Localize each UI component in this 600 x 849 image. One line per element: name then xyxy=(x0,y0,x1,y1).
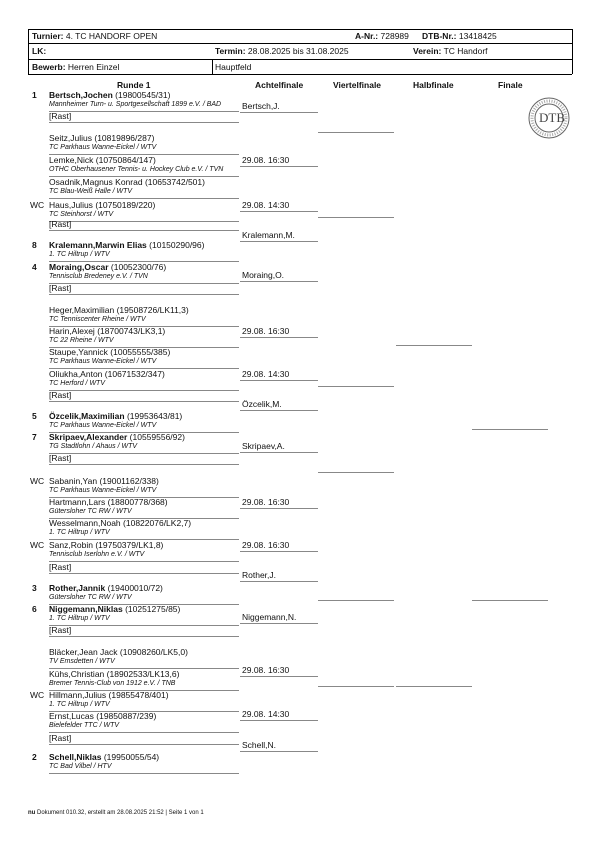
header-top-border xyxy=(28,29,572,30)
player-name: Hillmann,Julius xyxy=(49,690,107,700)
r16-result: 29.08. 16:30 xyxy=(242,155,290,165)
player-line xyxy=(49,432,185,442)
player-id: (10150290/96) xyxy=(149,240,205,250)
player-line xyxy=(49,369,165,379)
entry-line xyxy=(49,198,239,199)
player-line xyxy=(49,562,71,572)
player-line xyxy=(49,283,71,293)
player-club: 1. TC Hiltrup / WTV xyxy=(49,615,110,622)
r16-result: 29.08. 16:30 xyxy=(242,665,290,675)
player-club: Tennisclub Iserlohn e.V. / WTV xyxy=(49,551,145,558)
player-id: (10908260/LK5,0) xyxy=(119,647,188,657)
player-line xyxy=(49,177,205,187)
seed-number: 5 xyxy=(32,411,37,421)
r16-result: Kralemann,M. xyxy=(242,230,295,240)
seed-number: WC xyxy=(30,540,45,550)
player-id: (19950055/54) xyxy=(103,752,160,762)
player-name: [Rast] xyxy=(49,283,72,293)
player-club: Tennisclub Bredeney e.V. / TVN xyxy=(49,273,148,280)
r16-result: Skripaev,A. xyxy=(242,441,285,451)
entry-line xyxy=(49,221,239,222)
seed-number: 4 xyxy=(32,262,37,272)
r16-line xyxy=(240,551,318,552)
player-name: Sabanin,Yan xyxy=(49,476,98,486)
player-name: Skripaev,Alexander xyxy=(49,432,128,442)
player-name: [Rast] xyxy=(49,562,72,572)
dtb-label: DTB-Nr.: xyxy=(422,31,457,41)
qf-line xyxy=(318,686,394,687)
player-line xyxy=(49,733,71,743)
player-id: (19750379/LK1,8) xyxy=(95,540,164,550)
dtb-logo xyxy=(527,96,571,140)
player-line xyxy=(49,90,170,100)
player-club: Gütersloher TC RW / WTV xyxy=(49,508,132,515)
sf-line xyxy=(396,345,472,346)
player-line xyxy=(49,497,168,507)
entry-line xyxy=(49,773,239,774)
bewerb-value: Herren Einzel xyxy=(67,62,120,72)
player-line xyxy=(49,625,71,635)
player-club: TC Parkhaus Wanne-Eickel / WTV xyxy=(49,422,157,429)
player-club: OTHC Oberhausener Tennis- u. Hockey Club e.V. / TVN xyxy=(49,166,224,173)
player-name: Schell,Niklas xyxy=(49,752,102,762)
r16-line xyxy=(240,241,318,242)
player-name: [Rast] xyxy=(49,219,72,229)
header-right-border xyxy=(572,29,573,74)
player-line xyxy=(49,583,163,593)
player-line xyxy=(49,262,166,272)
r16-result: 29.08. 14:30 xyxy=(242,709,290,719)
bewerb-field xyxy=(32,62,119,72)
column-qf: Viertelfinale xyxy=(333,80,382,90)
player-id: (19508726/LK11,3) xyxy=(116,305,189,315)
entry-line xyxy=(49,390,239,391)
footer xyxy=(28,810,204,816)
column-final: Finale xyxy=(498,80,523,90)
player-id: (10052300/76) xyxy=(110,262,167,272)
entry-line xyxy=(49,732,239,733)
entry-line xyxy=(49,122,239,123)
player-club: TC 22 Rheine / WTV xyxy=(49,337,114,344)
entry-line xyxy=(49,294,239,295)
column-round1: Runde 1 xyxy=(117,80,151,90)
anr-label: A-Nr.: xyxy=(355,31,379,41)
player-club: TC Steinhorst / WTV xyxy=(49,211,114,218)
player-name: Bläcker,Jean Jack xyxy=(49,647,118,657)
player-line xyxy=(49,133,154,143)
entry-line xyxy=(49,744,239,745)
player-id: (19800545/31) xyxy=(115,90,171,100)
qf-line xyxy=(318,386,394,387)
player-club: 1. TC Hiltrup / WTV xyxy=(49,251,110,258)
qf-line xyxy=(318,472,394,473)
player-line xyxy=(49,604,180,614)
r16-line xyxy=(240,410,318,411)
player-name: [Rast] xyxy=(49,390,72,400)
player-name: Heger,Maximilian xyxy=(49,305,115,315)
final-line xyxy=(472,600,548,601)
r16-line xyxy=(240,337,318,338)
r16-result: Schell,N. xyxy=(242,740,277,750)
player-club: TC Parkhaus Wanne-Eickel / WTV xyxy=(49,144,157,151)
r16-result: 29.08. 16:30 xyxy=(242,540,290,550)
entry-line xyxy=(49,636,239,637)
seed-number: 7 xyxy=(32,432,37,442)
verein-field xyxy=(413,46,488,56)
player-name: Wesselmann,Noah xyxy=(49,518,121,528)
header-bottom-border xyxy=(28,74,572,75)
r16-result: 29.08. 16:30 xyxy=(242,326,290,336)
r16-result: 29.08. 14:30 xyxy=(242,200,290,210)
player-id: (18800778/368) xyxy=(107,497,168,507)
r16-line xyxy=(240,720,318,721)
player-name: Ernst,Lucas xyxy=(49,711,94,721)
player-id: (10671532/347) xyxy=(104,369,165,379)
entry-line xyxy=(49,111,239,112)
anr-field xyxy=(355,31,409,41)
player-club: Mannheimer Turn- u. Sportgesellschaft 1899 e.V. / BAD xyxy=(49,101,222,108)
header-divider-2 xyxy=(28,59,572,60)
player-name: [Rast] xyxy=(49,453,72,463)
player-line xyxy=(49,411,182,421)
player-line xyxy=(49,476,159,486)
seed-number: 2 xyxy=(32,752,37,762)
column-sf: Halbfinale xyxy=(413,80,454,90)
player-name: Seitz,Julius xyxy=(49,133,92,143)
termin-label: Termin: xyxy=(215,46,246,56)
termin-value: 28.08.2025 bis 31.08.2025 xyxy=(247,46,349,56)
player-name: Haus,Julius xyxy=(49,200,93,210)
r16-result: Bertsch,J. xyxy=(242,101,280,111)
player-club: TC Parkhaus Wanne-Eickel / WTV xyxy=(49,358,157,365)
r16-line xyxy=(240,380,318,381)
entry-line xyxy=(49,230,239,231)
column-r16: Achtelfinale xyxy=(255,80,304,90)
dtb-logo-text: DTB xyxy=(539,110,565,125)
r16-result: Niggemann,N. xyxy=(242,612,297,622)
entry-line xyxy=(49,453,239,454)
verein-label: Verein: xyxy=(413,46,442,56)
player-name: Sanz,Robin xyxy=(49,540,93,550)
player-id: (10251275/85) xyxy=(125,604,181,614)
player-id: (18902533/LK13,6) xyxy=(106,669,180,679)
player-name: Rother,Jannik xyxy=(49,583,106,593)
player-club: TC Bad Vilbel / HTV xyxy=(49,763,112,770)
player-line xyxy=(49,669,179,679)
anr-value: 728989 xyxy=(380,31,409,41)
player-name: [Rast] xyxy=(49,111,72,121)
player-name: Harin,Alexej xyxy=(49,326,95,336)
r16-result: Özcelik,M. xyxy=(242,399,282,409)
lk-label: LK: xyxy=(32,46,47,56)
player-line xyxy=(49,155,156,165)
r16-result: 29.08. 14:30 xyxy=(242,369,290,379)
bewerb-label: Bewerb: xyxy=(32,62,66,72)
entry-line xyxy=(49,464,239,465)
player-line xyxy=(49,540,163,550)
r16-line xyxy=(240,281,318,282)
player-name: Bertsch,Jochen xyxy=(49,90,113,100)
r16-line xyxy=(240,508,318,509)
seed-number: 1 xyxy=(32,90,37,100)
player-id: (10750864/147) xyxy=(95,155,156,165)
termin-field xyxy=(215,46,349,56)
r16-line xyxy=(240,211,318,212)
dtb-value: 13418425 xyxy=(458,31,497,41)
dtb-field xyxy=(422,31,497,41)
seed-number: WC xyxy=(30,690,45,700)
player-line xyxy=(49,219,71,229)
player-name: Staupe,Yannick xyxy=(49,347,108,357)
player-id: (10559556/92) xyxy=(129,432,185,442)
player-line xyxy=(49,347,170,357)
player-line xyxy=(49,390,71,400)
r16-result: Moraing,O. xyxy=(242,270,285,280)
player-id: (10822076/LK2,7) xyxy=(123,518,192,528)
player-id: (19850887/239) xyxy=(96,711,157,721)
r16-line xyxy=(240,581,318,582)
r16-line xyxy=(240,623,318,624)
player-name: Osadnik,Magnus Konrad xyxy=(49,177,143,187)
player-line xyxy=(49,711,156,721)
footer-nu: nu xyxy=(28,810,36,816)
r16-line xyxy=(240,112,318,113)
player-club: 1. TC Hiltrup / WTV xyxy=(49,701,110,708)
player-club: TV Emsdetten / WTV xyxy=(49,658,115,665)
player-id: (19855478/401) xyxy=(108,690,169,700)
player-id: (19400010/72) xyxy=(107,583,163,593)
footer-text: Dokument 010.32, erstellt am 28.08.2025 21:52 | Seite 1 von 1 xyxy=(37,810,204,816)
entry-line xyxy=(49,561,239,562)
r16-line xyxy=(240,676,318,677)
r16-line xyxy=(240,751,318,752)
player-name: Kühs,Christian xyxy=(49,669,105,679)
player-club: TC Blau-Weiß Halle / WTV xyxy=(49,188,133,195)
qf-line xyxy=(318,600,394,601)
final-line xyxy=(472,429,548,430)
r16-result: Rother,J. xyxy=(242,570,277,580)
player-id: (10055555/385) xyxy=(110,347,171,357)
qf-line xyxy=(318,132,394,133)
seed-number: 8 xyxy=(32,240,37,250)
player-name: Hartmann,Lars xyxy=(49,497,106,507)
player-id: (18700743/LK3,1) xyxy=(97,326,166,336)
player-line xyxy=(49,518,191,528)
player-name: Kralemann,Marwin Elias xyxy=(49,240,147,250)
player-club: TC Parkhaus Wanne-Eickel / WTV xyxy=(49,487,157,494)
seed-number: WC xyxy=(30,476,45,486)
seed-number: 3 xyxy=(32,583,37,593)
player-name: Lemke,Nick xyxy=(49,155,94,165)
player-line xyxy=(49,111,71,121)
player-name: Niggemann,Niklas xyxy=(49,604,123,614)
r16-line xyxy=(240,166,318,167)
tournament-value: 4. TC HANDORF OPEN xyxy=(65,31,158,41)
entry-line xyxy=(49,401,239,402)
player-club: Bielefelder TTC / WTV xyxy=(49,722,120,729)
player-id: (10750189/220) xyxy=(95,200,156,210)
player-line xyxy=(49,240,204,250)
seed-number: 6 xyxy=(32,604,37,614)
player-line xyxy=(49,453,71,463)
player-club: TC Herford / WTV xyxy=(49,380,106,387)
tournament-label: Turnier: xyxy=(32,31,64,41)
bewerb-divider xyxy=(212,59,213,74)
player-club: TG Stadtlohn / Ahaus / WTV xyxy=(49,443,138,450)
tournament-field xyxy=(32,31,157,41)
player-line xyxy=(49,690,169,700)
header-divider-1 xyxy=(28,43,572,44)
player-name: Oliukha,Anton xyxy=(49,369,103,379)
player-id: (10819896/287) xyxy=(94,133,155,143)
player-line xyxy=(49,200,155,210)
player-name: [Rast] xyxy=(49,625,72,635)
entry-line xyxy=(49,573,239,574)
seed-number: WC xyxy=(30,200,45,210)
player-name: Moraing,Oscar xyxy=(49,262,109,272)
r16-line xyxy=(240,452,318,453)
player-line xyxy=(49,326,165,336)
player-line xyxy=(49,305,189,315)
header-left-border xyxy=(28,29,29,74)
player-id: (19001162/338) xyxy=(99,476,159,486)
player-id: (19953643/81) xyxy=(126,411,183,421)
verein-value: TC Handorf xyxy=(443,46,488,56)
r16-result: 29.08. 16:30 xyxy=(242,497,290,507)
player-club: Bremer Tennis-Club von 1912 e.V. / TNB xyxy=(49,680,176,687)
player-club: Gütersloher TC RW / WTV xyxy=(49,594,132,601)
player-name: [Rast] xyxy=(49,733,72,743)
entry-line xyxy=(49,283,239,284)
entry-line xyxy=(49,625,239,626)
feld-value: Hauptfeld xyxy=(215,62,252,72)
sf-line xyxy=(396,686,472,687)
player-id: (10653742/501) xyxy=(144,177,205,187)
player-name: Özcelik,Maximilian xyxy=(49,411,125,421)
player-club: 1. TC Hiltrup / WTV xyxy=(49,529,110,536)
player-club: TC Tenniscenter Rheine / WTV xyxy=(49,316,146,323)
player-line xyxy=(49,752,159,762)
qf-line xyxy=(318,217,394,218)
player-line xyxy=(49,647,188,657)
